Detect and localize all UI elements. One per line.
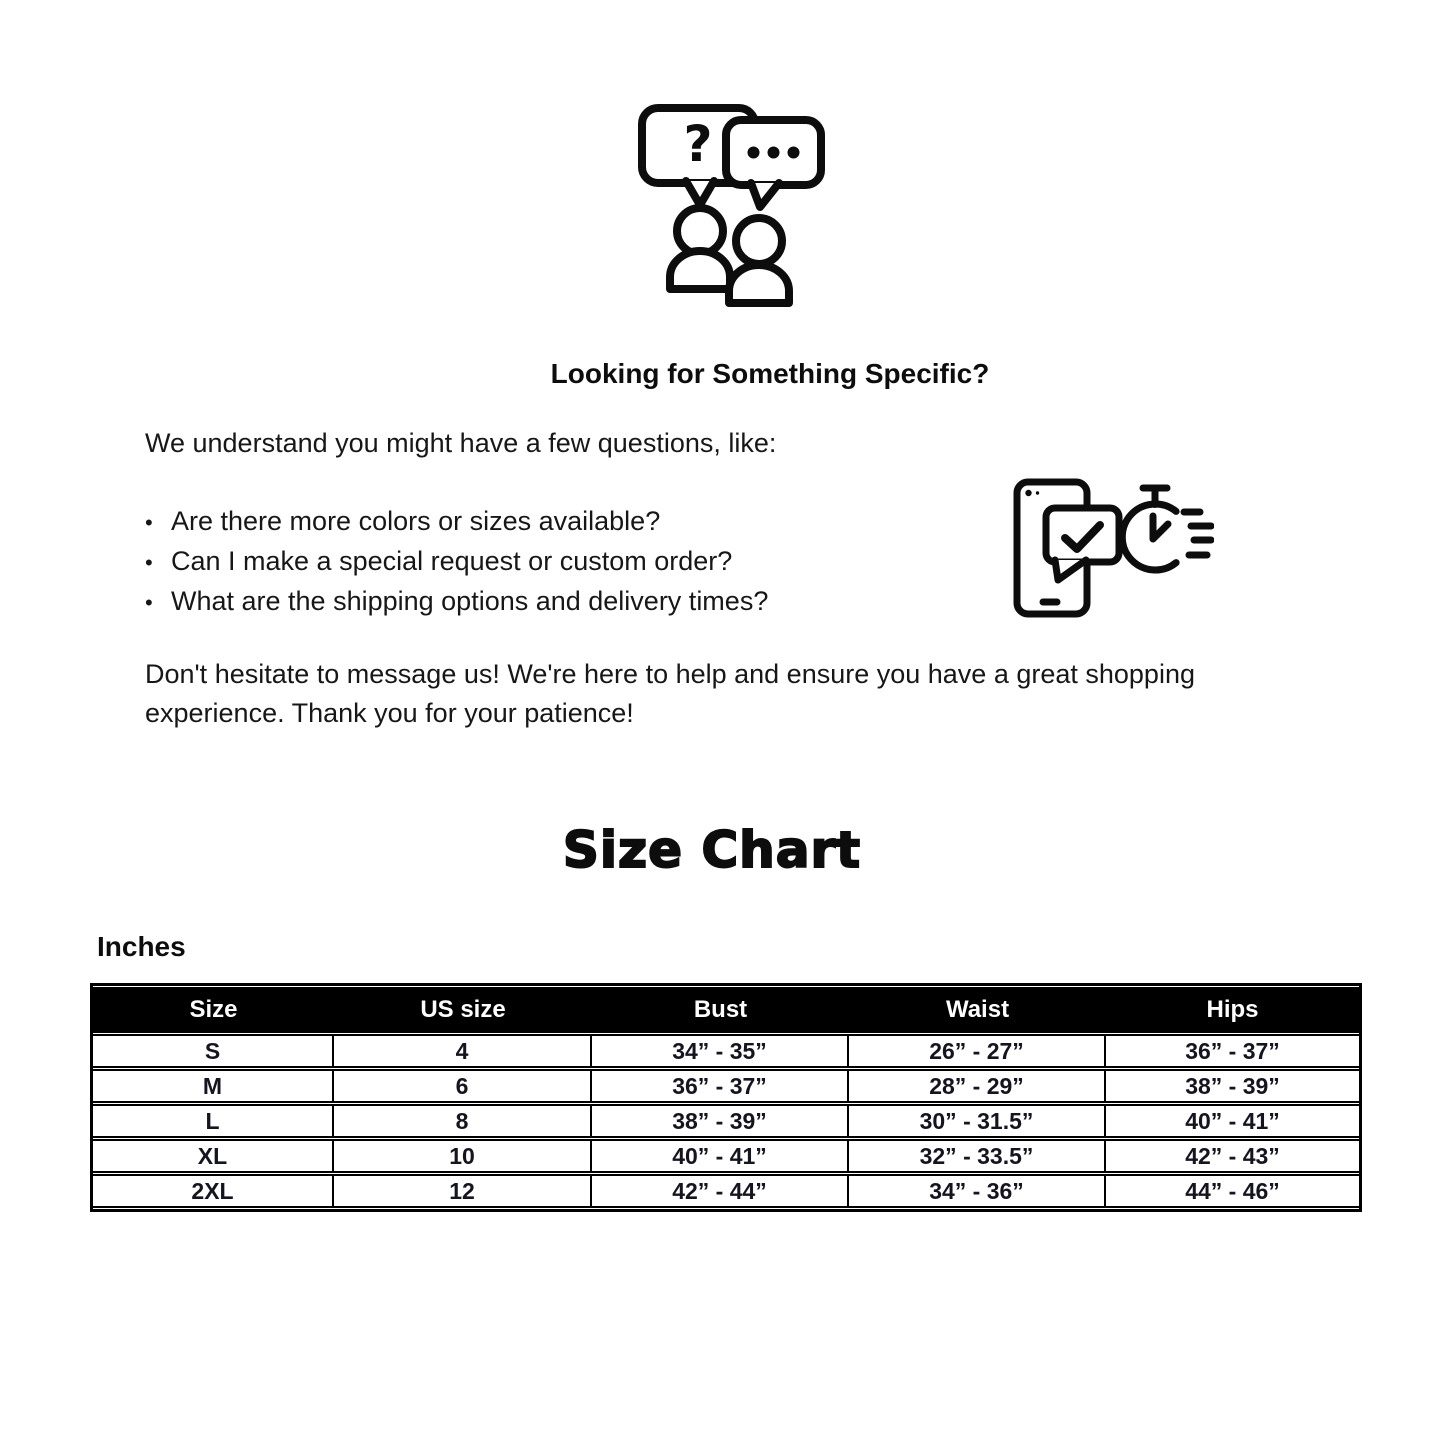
column-header-us-size: US size bbox=[334, 987, 592, 1033]
lead-text: We understand you might have a few questions, like: bbox=[145, 428, 777, 458]
cell-waist: 28” - 29” bbox=[849, 1069, 1106, 1103]
cell-waist: 34” - 36” bbox=[849, 1174, 1106, 1208]
table-row bbox=[93, 1034, 1359, 1068]
chat-people-icon bbox=[637, 103, 827, 309]
list-item-text: Can I make a special request or custom order? bbox=[171, 546, 733, 576]
column-header-hips: Hips bbox=[1106, 987, 1359, 1033]
cell-hips: 44” - 46” bbox=[1106, 1174, 1359, 1208]
list-item bbox=[145, 542, 1045, 582]
table-row bbox=[93, 1139, 1359, 1173]
list-item-text: Are there more colors or sizes available? bbox=[171, 506, 661, 536]
cell-bust: 42” - 44” bbox=[592, 1174, 849, 1208]
cell-size: S bbox=[93, 1034, 334, 1068]
column-header-waist: Waist bbox=[849, 987, 1106, 1033]
list-item bbox=[145, 582, 1045, 622]
question-list bbox=[145, 502, 1045, 622]
cell-size: L bbox=[93, 1104, 334, 1138]
bullet-icon: • bbox=[145, 590, 153, 615]
column-header-bust: Bust bbox=[592, 987, 849, 1033]
cell-waist: 30” - 31.5” bbox=[849, 1104, 1106, 1138]
bullet-icon: • bbox=[145, 550, 153, 575]
closing-line: Don't hesitate to message us! We're here to help and ensure you have a great shopping bbox=[145, 659, 1195, 689]
cell-us-size: 6 bbox=[334, 1069, 592, 1103]
size-chart-table bbox=[90, 983, 1362, 1212]
table-row bbox=[93, 1069, 1359, 1103]
bullet-icon: • bbox=[145, 510, 153, 535]
cell-hips: 40” - 41” bbox=[1106, 1104, 1359, 1138]
cell-size: 2XL bbox=[93, 1174, 334, 1208]
list-item-text: What are the shipping options and delivery times? bbox=[171, 586, 769, 616]
cell-size: XL bbox=[93, 1139, 334, 1173]
cell-us-size: 8 bbox=[334, 1104, 592, 1138]
closing-text bbox=[145, 655, 1345, 732]
cell-bust: 38” - 39” bbox=[592, 1104, 849, 1138]
chat-people-icon-svg bbox=[637, 103, 827, 309]
cell-size: M bbox=[93, 1069, 334, 1103]
cell-waist: 26” - 27” bbox=[849, 1034, 1106, 1068]
cell-bust: 36” - 37” bbox=[592, 1069, 849, 1103]
section-heading: Looking for Something Specific? bbox=[550, 358, 990, 389]
table-row bbox=[93, 1174, 1359, 1208]
cell-bust: 34” - 35” bbox=[592, 1034, 849, 1068]
cell-us-size: 4 bbox=[334, 1034, 592, 1068]
cell-us-size: 10 bbox=[334, 1139, 592, 1173]
question-mark-glyph: ? bbox=[683, 115, 713, 173]
cell-us-size: 12 bbox=[334, 1174, 592, 1208]
column-header-size: Size bbox=[93, 987, 334, 1033]
list-item bbox=[145, 502, 1045, 542]
size-chart-title: Size Chart bbox=[562, 821, 862, 879]
cell-hips: 42” - 43” bbox=[1106, 1139, 1359, 1173]
table-header-row bbox=[93, 987, 1359, 1033]
cell-bust: 40” - 41” bbox=[592, 1139, 849, 1173]
cell-hips: 36” - 37” bbox=[1106, 1034, 1359, 1068]
quick-reply-icon bbox=[1012, 477, 1214, 621]
table-row bbox=[93, 1104, 1359, 1138]
cell-hips: 38” - 39” bbox=[1106, 1069, 1359, 1103]
quick-reply-icon-svg bbox=[1012, 477, 1214, 621]
closing-line: experience. Thank you for your patience! bbox=[145, 697, 634, 728]
cell-waist: 32” - 33.5” bbox=[849, 1139, 1106, 1173]
units-label: Inches bbox=[97, 931, 186, 962]
